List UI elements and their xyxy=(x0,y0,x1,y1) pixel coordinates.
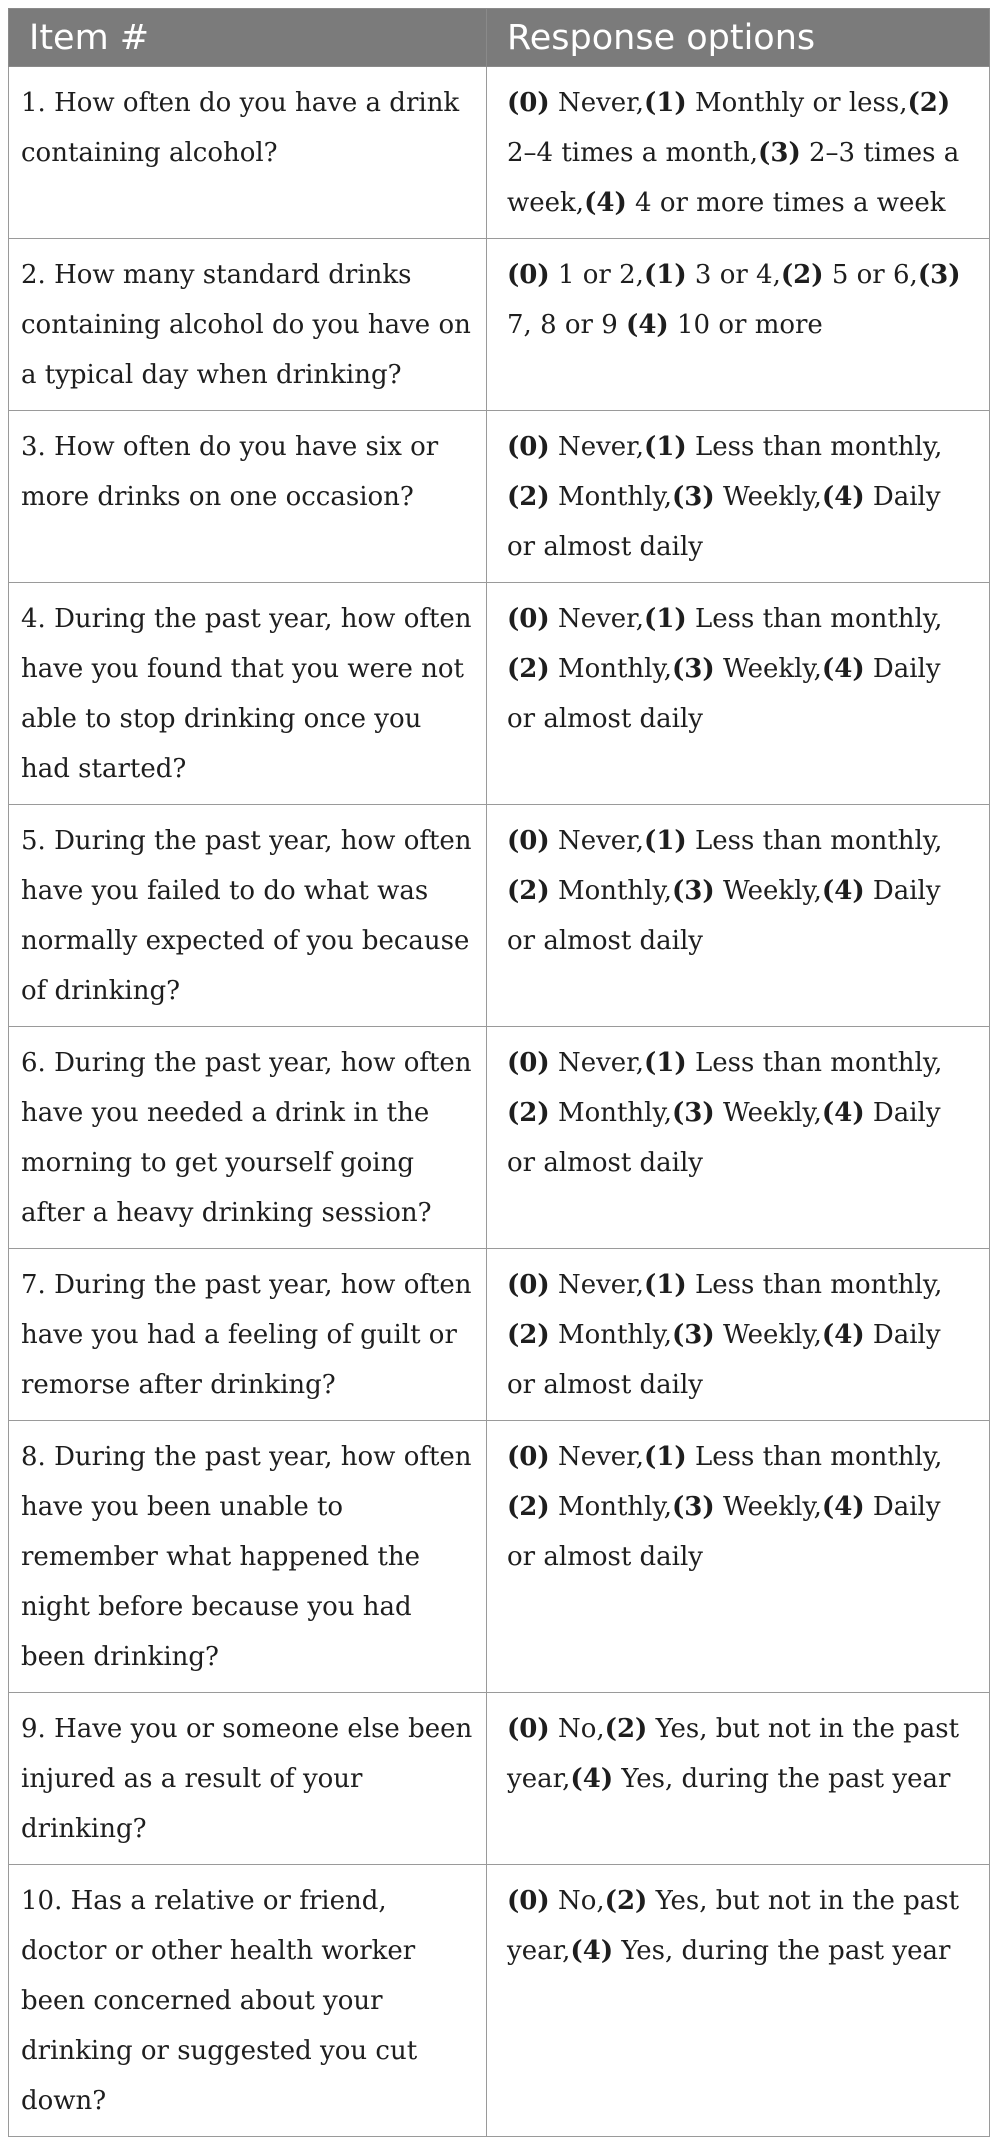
option-code: (4) xyxy=(570,1764,614,1794)
response-options xyxy=(487,1865,990,2137)
option-text: Never, xyxy=(549,604,645,634)
option-text: 2–4 times a month, xyxy=(507,138,759,168)
option-text: Yes, during the past year xyxy=(613,1936,951,1966)
option-text: Weekly, xyxy=(714,1320,822,1350)
response-options xyxy=(487,411,990,583)
option-text: Less than monthly, xyxy=(686,604,943,634)
option-code: (0) xyxy=(507,604,550,634)
option-code: (3) xyxy=(672,876,715,906)
response-options xyxy=(487,1421,990,1693)
option-text: Never, xyxy=(549,1048,645,1078)
option-text: Daily or almost daily xyxy=(507,654,941,734)
option-code: (2) xyxy=(907,88,951,118)
option-code: (2) xyxy=(507,482,550,512)
option-text: No, xyxy=(549,1714,605,1744)
item-question: 5. During the past year, how often have you failed to do what was normally expected of you because of drinking? xyxy=(9,805,487,1027)
item-question: 7. During the past year, how often have you had a feeling of guilt or remorse after drinking? xyxy=(9,1249,487,1421)
option-code: (4) xyxy=(821,482,865,512)
option-code: (0) xyxy=(507,1270,550,1300)
option-text: 5 or 6, xyxy=(823,260,918,290)
option-text: Less than monthly, xyxy=(686,432,943,462)
option-code: (2) xyxy=(507,1098,550,1128)
option-code: (0) xyxy=(507,1714,550,1744)
item-question: 1. How often do you have a drink containing alcohol? xyxy=(9,67,487,239)
option-code: (0) xyxy=(507,1442,550,1472)
option-code: (3) xyxy=(917,260,961,290)
option-text: 10 or more xyxy=(668,310,823,340)
option-text: Weekly, xyxy=(714,1098,822,1128)
option-code: (1) xyxy=(643,260,687,290)
option-code: (4) xyxy=(821,876,865,906)
option-text: Never, xyxy=(549,88,645,118)
item-question: 9. Have you or someone else been injured as a result of your drinking? xyxy=(9,1693,487,1865)
option-text: Daily or almost daily xyxy=(507,1098,941,1178)
option-text: Less than monthly, xyxy=(686,1048,943,1078)
table-row xyxy=(9,239,990,411)
option-text: 4 or more times a week xyxy=(626,188,946,218)
option-code: (0) xyxy=(507,826,550,856)
item-question: 2. How many standard drinks containing alcohol do you have on a typical day when drinking? xyxy=(9,239,487,411)
option-text: Daily or almost daily xyxy=(507,482,941,562)
option-text: Daily or almost daily xyxy=(507,1320,941,1400)
table-row xyxy=(9,1421,990,1693)
table-row xyxy=(9,805,990,1027)
option-text: 1 or 2, xyxy=(549,260,644,290)
option-text: Never, xyxy=(549,1442,645,1472)
table-row xyxy=(9,1693,990,1865)
item-question: 4. During the past year, how often have you found that you were not able to stop drinking once you had started? xyxy=(9,583,487,805)
option-text: Never, xyxy=(549,1270,645,1300)
option-code: (4) xyxy=(626,310,669,340)
option-code: (4) xyxy=(584,188,627,218)
option-text: Less than monthly, xyxy=(686,1270,943,1300)
response-options xyxy=(487,239,990,411)
audit-questionnaire-table xyxy=(8,8,990,2137)
table-header xyxy=(9,9,990,67)
header-response-options: Response options xyxy=(487,9,990,67)
option-code: (3) xyxy=(672,482,715,512)
table-row xyxy=(9,411,990,583)
item-question: 8. During the past year, how often have you been unable to remember what happened the night before because you had been drinking? xyxy=(9,1421,487,1693)
table-row xyxy=(9,1865,990,2137)
option-code: (1) xyxy=(644,432,687,462)
option-code: (2) xyxy=(507,1492,550,1522)
option-code: (3) xyxy=(758,138,801,168)
option-code: (2) xyxy=(780,260,824,290)
option-code: (2) xyxy=(507,654,550,684)
option-code: (4) xyxy=(821,1320,865,1350)
option-code: (4) xyxy=(821,1098,865,1128)
option-code: (0) xyxy=(507,1886,550,1916)
header-item-number: Item # xyxy=(9,9,487,67)
option-code: (1) xyxy=(644,826,687,856)
option-text: Weekly, xyxy=(714,654,822,684)
audit-table-container xyxy=(8,8,989,2137)
option-text: Yes, during the past year xyxy=(613,1764,951,1794)
option-text: Daily or almost daily xyxy=(507,1492,941,1572)
option-text: Monthly, xyxy=(549,1492,672,1522)
option-text: 2–3 times a week, xyxy=(507,138,960,218)
option-code: (0) xyxy=(507,88,550,118)
option-code: (4) xyxy=(821,654,865,684)
option-text: Less than monthly, xyxy=(686,1442,943,1472)
option-text: Weekly, xyxy=(714,482,822,512)
response-options xyxy=(487,583,990,805)
item-question: 3. How often do you have six or more drinks on one occasion? xyxy=(9,411,487,583)
response-options xyxy=(487,805,990,1027)
option-text: Monthly, xyxy=(549,1320,672,1350)
table-row xyxy=(9,583,990,805)
option-text: 3 or 4, xyxy=(686,260,781,290)
option-text: Monthly, xyxy=(549,654,672,684)
option-code: (0) xyxy=(507,432,550,462)
option-code: (1) xyxy=(644,1442,687,1472)
option-text: Yes, but not in the past year, xyxy=(507,1886,960,1966)
option-text: Monthly, xyxy=(549,876,672,906)
option-code: (3) xyxy=(672,654,715,684)
option-code: (3) xyxy=(672,1098,715,1128)
option-text: Monthly, xyxy=(549,482,672,512)
response-options xyxy=(487,1693,990,1865)
option-code: (4) xyxy=(570,1936,614,1966)
response-options xyxy=(487,1249,990,1421)
option-text: No, xyxy=(549,1886,605,1916)
response-options xyxy=(487,67,990,239)
option-text: Weekly, xyxy=(714,1492,822,1522)
table-row xyxy=(9,67,990,239)
option-code: (2) xyxy=(604,1886,648,1916)
item-question: 10. Has a relative or friend, doctor or other health worker been concerned about your drinking or suggested you cut down? xyxy=(9,1865,487,2137)
option-code: (1) xyxy=(644,1048,687,1078)
option-text: Never, xyxy=(549,826,645,856)
option-text: Daily or almost daily xyxy=(507,876,941,956)
item-question: 6. During the past year, how often have you needed a drink in the morning to get yourself going after a heavy drinking session? xyxy=(9,1027,487,1249)
option-text: Monthly, xyxy=(549,1098,672,1128)
option-code: (2) xyxy=(604,1714,648,1744)
option-text: Weekly, xyxy=(714,876,822,906)
table-row xyxy=(9,1027,990,1249)
table-body xyxy=(9,67,990,2137)
option-text: Less than monthly, xyxy=(686,826,943,856)
response-options xyxy=(487,1027,990,1249)
option-text: Monthly or less, xyxy=(686,88,908,118)
option-code: (0) xyxy=(507,260,550,290)
table-row xyxy=(9,1249,990,1421)
option-code: (1) xyxy=(644,88,687,118)
option-code: (1) xyxy=(644,1270,687,1300)
option-code: (4) xyxy=(821,1492,865,1522)
option-code: (3) xyxy=(672,1320,715,1350)
option-text: 7, 8 or 9 xyxy=(507,310,627,340)
option-code: (3) xyxy=(672,1492,715,1522)
option-code: (1) xyxy=(644,604,687,634)
option-code: (2) xyxy=(507,1320,550,1350)
header-row xyxy=(9,9,990,67)
option-code: (2) xyxy=(507,876,550,906)
option-text: Yes, but not in the past year, xyxy=(507,1714,960,1794)
option-text: Never, xyxy=(549,432,645,462)
option-code: (0) xyxy=(507,1048,550,1078)
